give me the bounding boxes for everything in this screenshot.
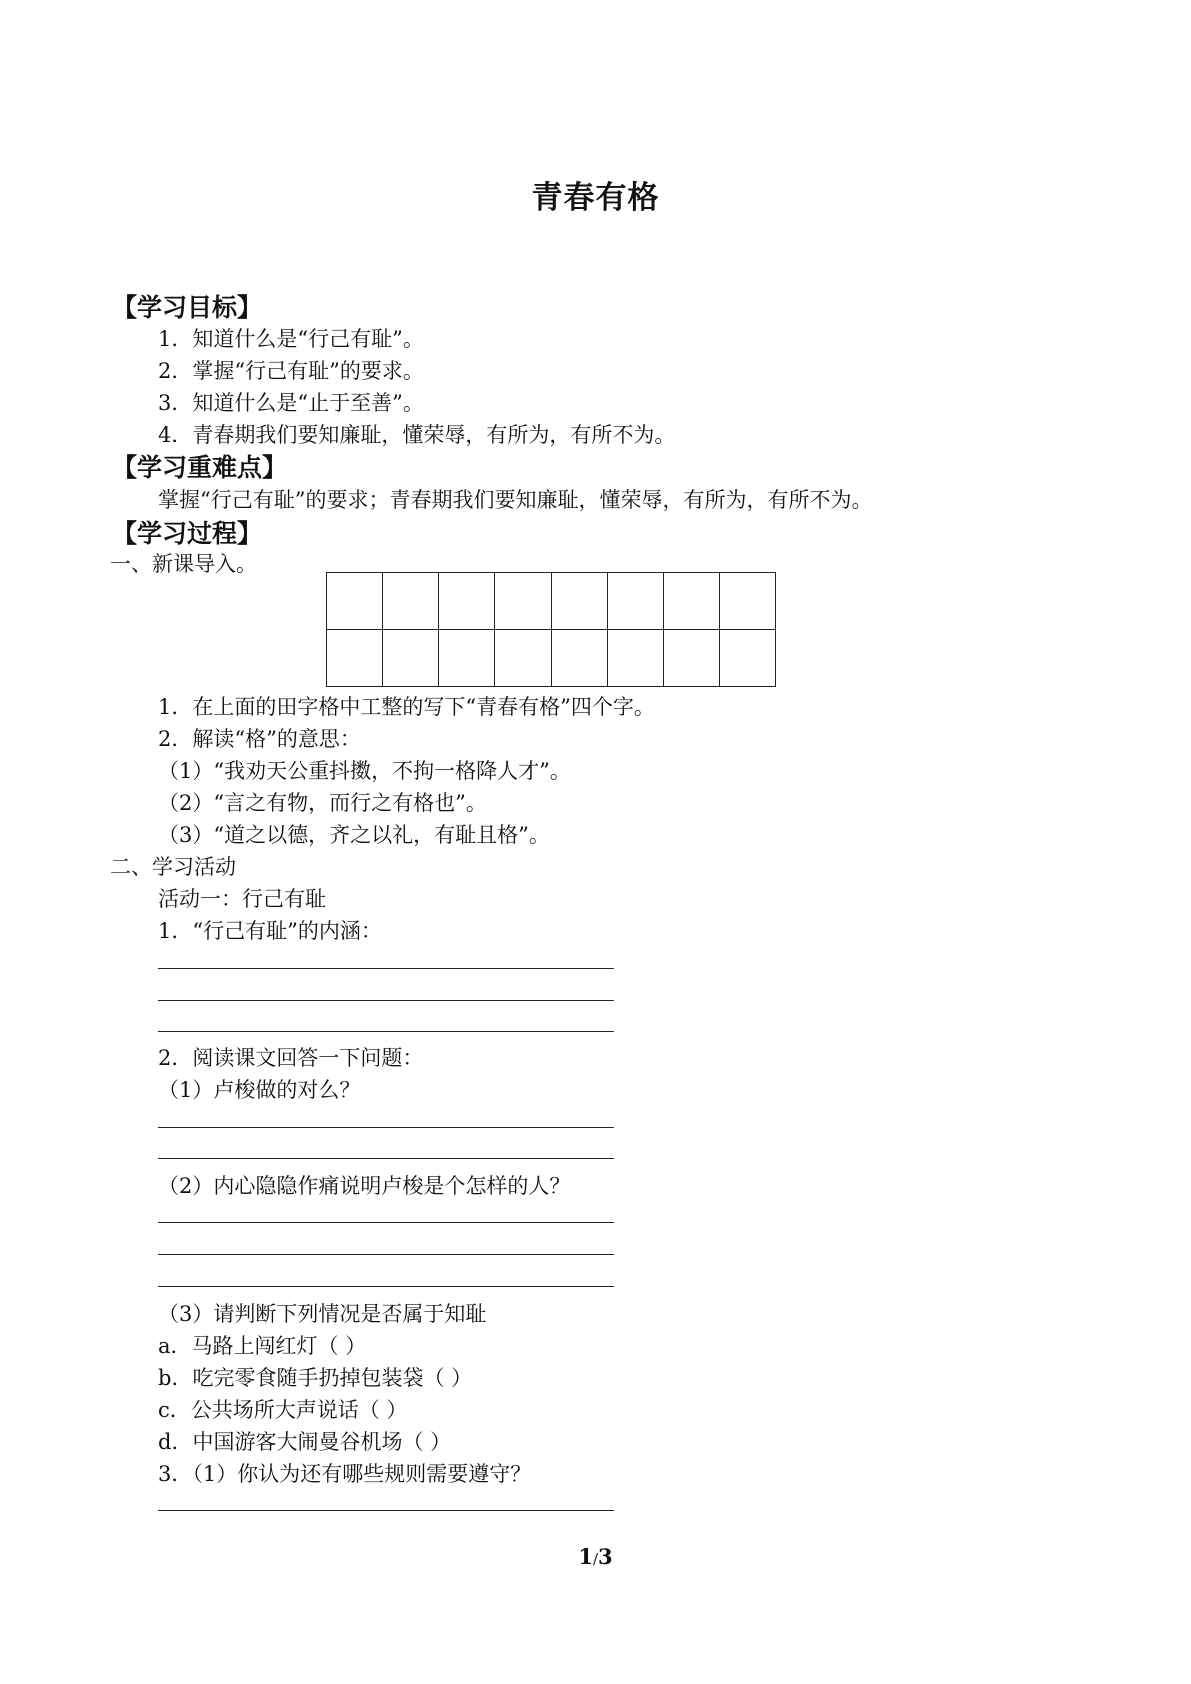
meaning-item: （1）“我劝天公重抖擞，不拘一格降人才”。 — [158, 759, 571, 783]
grid-cell — [495, 573, 551, 630]
keypoints-heading: 【学习重难点】 — [112, 453, 288, 482]
objective-item: 3．知道什么是“止于至善”。 — [158, 391, 424, 415]
answer-line — [158, 1031, 614, 1032]
writing-grid — [326, 572, 776, 687]
judge-item: b．吃完零食随手扔掉包装袋（ ） — [158, 1366, 473, 1390]
objective-item: 1．知道什么是“行己有耻”。 — [158, 327, 424, 351]
objective-item: 2．掌握“行己有耻”的要求。 — [158, 359, 424, 383]
activity-1-title: 活动一：行己有耻 — [158, 887, 326, 911]
total-pages: 3 — [598, 1544, 613, 1569]
activity-question-2-2: （2）内心隐隐作痛说明卢梭是个怎样的人？ — [158, 1174, 571, 1198]
part2-title: 二、学习活动 — [110, 855, 236, 879]
grid-cell — [327, 630, 383, 687]
answer-line — [158, 1222, 614, 1223]
activity-question-2-3: （3）请判断下列情况是否属于知耻 — [158, 1302, 487, 1326]
grid-cell — [439, 573, 495, 630]
grid-cell — [719, 630, 775, 687]
part1-question-2: 2．解读“格”的意思： — [158, 727, 361, 751]
judge-item: c．公共场所大声说话（ ） — [158, 1398, 408, 1422]
grid-cell — [551, 630, 607, 687]
activity-question-2-1: （1）卢梭做的对么？ — [158, 1078, 361, 1102]
grid-cell — [383, 630, 439, 687]
process-heading: 【学习过程】 — [112, 519, 263, 548]
part1-title: 一、新课导入。 — [110, 552, 257, 576]
grid-cell — [383, 573, 439, 630]
grid-cell — [607, 573, 663, 630]
grid-cell — [719, 573, 775, 630]
grid-cell — [495, 630, 551, 687]
judge-item: d．中国游客大闹曼谷机场（ ） — [158, 1430, 452, 1454]
grid-cell — [663, 573, 719, 630]
objective-item: 4．青春期我们要知廉耻，懂荣辱，有所为，有所不为。 — [158, 423, 676, 447]
answer-line — [158, 968, 614, 969]
answer-line — [158, 1127, 614, 1128]
answer-line — [158, 1254, 614, 1255]
activity-question-1: 1．“行己有耻”的内涵： — [158, 919, 382, 943]
part1-question-1: 1．在上面的田字格中工整的写下“青春有格”四个字。 — [158, 695, 655, 719]
grid-cell — [439, 630, 495, 687]
meaning-item: （2）“言之有物，而行之有格也”。 — [158, 791, 487, 815]
page-title: 青春有格 — [531, 180, 660, 216]
judge-item: a．马路上闯红灯（ ） — [158, 1334, 367, 1358]
answer-line — [158, 1286, 614, 1287]
grid-cell — [663, 630, 719, 687]
current-page: 1 — [578, 1544, 593, 1569]
grid-cell — [551, 573, 607, 630]
answer-line — [158, 1510, 614, 1511]
answer-line — [158, 1158, 614, 1159]
page-separator: / — [592, 1550, 599, 1568]
objectives-heading: 【学习目标】 — [112, 293, 263, 322]
grid-cell — [607, 630, 663, 687]
page-number — [0, 1544, 1191, 1569]
grid-cell — [327, 573, 383, 630]
activity-question-3: 3．（1）你认为还有哪些规则需要遵守？ — [158, 1462, 532, 1486]
answer-line — [158, 1000, 614, 1001]
meaning-item: （3）“道之以德，齐之以礼，有耻且格”。 — [158, 823, 550, 847]
keypoints-text: 掌握“行己有耻”的要求；青春期我们要知廉耻，懂荣辱，有所为，有所不为。 — [158, 488, 873, 512]
activity-question-2: 2．阅读课文回答一下问题： — [158, 1046, 424, 1070]
